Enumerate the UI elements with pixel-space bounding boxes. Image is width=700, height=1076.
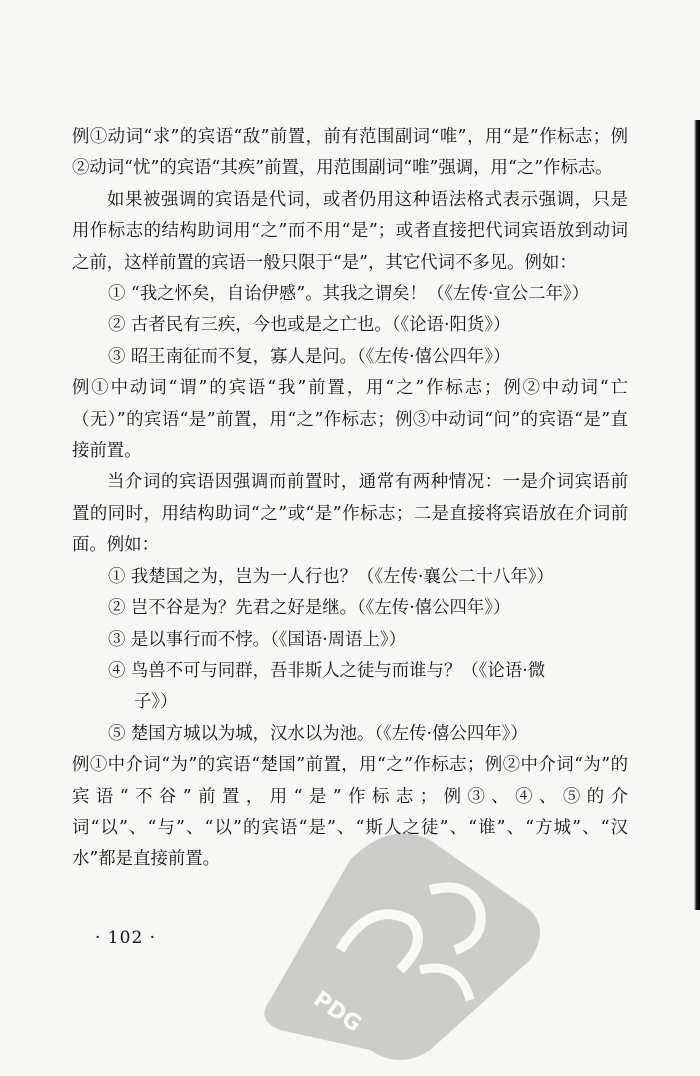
example-b-4-continued: 子》） <box>134 692 178 713</box>
example-a-2: ② 古者民有三疾，今也或是之亡也。（《论语·阳货》） <box>108 315 511 336</box>
seal-label: PDG <box>308 986 366 1038</box>
example-a-1: ① “我之怀矣，自诒伊慼”。其我之谓矣！（《左传·宣公二年》） <box>108 284 589 305</box>
example-b-1: ① 我楚国之为，岂为一人行也？（《左传·襄公二十八年》） <box>108 566 554 587</box>
paragraph-4: 当介词的宾语因强调而前置时，通常有两种情况：一是介词宾语前置的同时，用结构助词“之”或“是”作标志；二是直接将宾语放在介词前面。例如： <box>72 472 628 556</box>
paragraph-3: 例①中动词“谓”的宾语“我”前置，用“之”作标志；例②中动词“亡（无）”的宾语“是”前置，用“之”作标志；例③中动词“问”的宾语“是”直接前置。 <box>72 378 628 462</box>
book-spine-shadow <box>694 120 700 910</box>
watermark-seal <box>230 800 550 1060</box>
paragraph-2: 如果被强调的宾语是代词，或者仍用这种语法格式表示强调，只是用作标志的结构助词用“之”而不用“是”；或者直接把代词宾语放到动词之前，这样前置的宾语一般只限于“是”，其它代词不多见。例如： <box>72 189 628 273</box>
example-b-4: ④ 鸟兽不可与同群，吾非斯人之徒与而谁与？（《论语·微 <box>108 660 546 681</box>
example-b-2: ② 岂不谷是为？先君之好是继。（《左传·僖公四年》） <box>108 598 511 619</box>
body-text <box>72 122 628 876</box>
example-b-3: ③ 是以事行而不悖。（《国语·周语上》） <box>108 629 406 650</box>
paragraph-1: 例①动词“求”的宾语“敌”前置，前有范围副词“唯”，用“是”作标志；例②动词“忧”的宾语“其疾”前置，用范围副词“唯”强调，用“之”作标志。 <box>72 127 628 179</box>
example-b-5: ⑤ 楚国方城以为城，汉水以为池。（《左传·僖公四年》） <box>108 723 528 744</box>
example-a-3: ③ 昭王南征而不复，寡人是问。（《左传·僖公四年》） <box>108 346 511 367</box>
seal-shape <box>264 833 540 1060</box>
page-number: · 102 · <box>95 928 157 948</box>
paragraph-5: 例①中介词“为”的宾语“楚国”前置，用“之”作标志；例②中介词“为”的宾语“不谷”前置，用“是”作标志；例③、④、⑤的介词“以”、“与”、“以”的宾语“是”、“斯人之徒”、“谁”、“方城”、“汉水”都是直接前置。 <box>72 755 628 870</box>
